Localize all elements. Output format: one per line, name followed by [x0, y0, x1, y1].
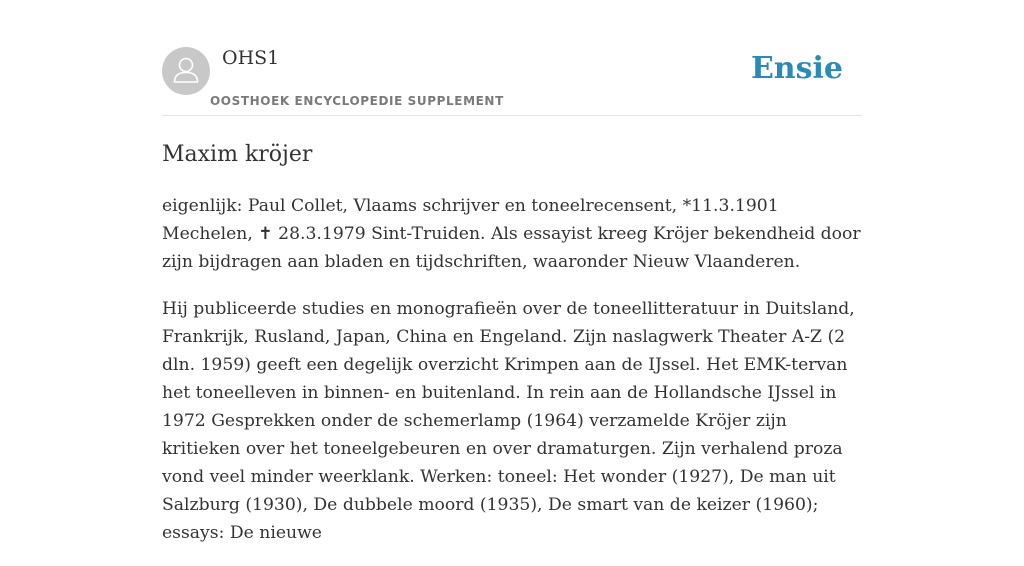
article-paragraph: eigenlijk: Paul Collet, Vlaams schrijver en toneelrecensent, *11.3.1901 Mechelen, ✝ 28.3.1979 Sint-Truiden. Als essayist kreeg Kröjer bekendheid door zijn bijdragen aan bladen en tijdschriften, waaronder Nieuw Vlaanderen.: [162, 196, 861, 272]
source-header: [162, 0, 862, 116]
source-avatar[interactable]: [162, 47, 210, 95]
user-silhouette-icon: [162, 47, 210, 95]
article-title: Maxim kröjer: [162, 142, 313, 167]
ensie-logo-link[interactable]: Ensie: [750, 51, 843, 86]
source-name-link[interactable]: OHS1: [222, 47, 280, 69]
content-container: [162, 0, 862, 543]
source-subtitle: OOSTHOEK ENCYCLOPEDIE SUPPLEMENT: [210, 94, 504, 108]
article-paragraph: Hij publiceerde studies en monografieën over de toneellitteratuur in Duitsland, Frankrijk, Rusland, Japan, China en Engeland. Zijn naslagwerk Theater A-Z (2 dln. 1959) geeft een degelijk overzicht Krimpen aan de IJssel. Het EMK-tervan het toneelleven in binnen- en buitenland. In rein aan de Hollandsche IJssel in 1972 Gesprekken onder de schemerlamp (1964) verzamelde Kröjer zijn kritieken over het toneelgebeuren en over dramaturgen. Zijn verhalend proza vond veel minder weerklank. Werken: toneel: Het wonder (1927), De man uit Salzburg (1930), De dubbele moord (1935), De smart van de keizer (1960); essays: De nieuwe: [162, 299, 855, 543]
article-body: [162, 192, 862, 566]
